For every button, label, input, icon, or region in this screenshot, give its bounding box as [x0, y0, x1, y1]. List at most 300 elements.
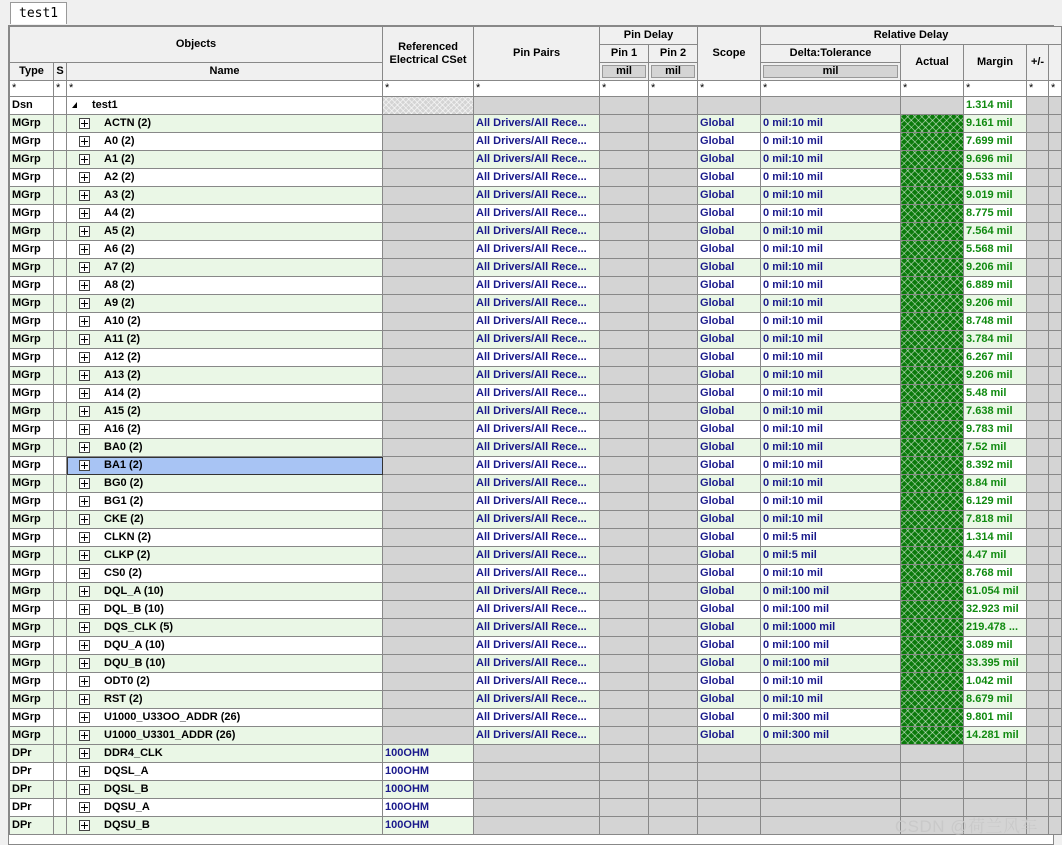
- s-cell[interactable]: [54, 565, 67, 583]
- cset-cell[interactable]: [383, 475, 474, 493]
- scope-cell[interactable]: Global: [698, 259, 761, 277]
- scope-cell[interactable]: Global: [698, 169, 761, 187]
- actual-cell[interactable]: [901, 169, 964, 187]
- name-cell[interactable]: [67, 241, 383, 259]
- s-cell[interactable]: [54, 709, 67, 727]
- actual-cell[interactable]: [901, 331, 964, 349]
- expand-icon[interactable]: [79, 514, 90, 525]
- s-cell[interactable]: [54, 781, 67, 799]
- s-cell[interactable]: [54, 637, 67, 655]
- delta-tolerance-cell[interactable]: 0 mil:300 mil: [761, 709, 901, 727]
- cset-cell[interactable]: [383, 205, 474, 223]
- name-cell[interactable]: [67, 781, 383, 799]
- delta-tolerance-cell[interactable]: 0 mil:10 mil: [761, 223, 901, 241]
- type-cell[interactable]: MGrp: [10, 115, 54, 133]
- cset-cell[interactable]: [383, 367, 474, 385]
- type-cell[interactable]: MGrp: [10, 403, 54, 421]
- scope-cell[interactable]: Global: [698, 547, 761, 565]
- delta-tolerance-cell[interactable]: 0 mil:100 mil: [761, 583, 901, 601]
- cset-cell[interactable]: 100OHM: [383, 763, 474, 781]
- name-cell[interactable]: [67, 475, 383, 493]
- name-cell[interactable]: [67, 547, 383, 565]
- expand-icon[interactable]: [79, 658, 90, 669]
- s-cell[interactable]: [54, 277, 67, 295]
- actual-cell[interactable]: [901, 205, 964, 223]
- delta-tolerance-cell[interactable]: 0 mil:10 mil: [761, 331, 901, 349]
- actual-cell[interactable]: [901, 457, 964, 475]
- actual-cell[interactable]: [901, 601, 964, 619]
- cset-cell[interactable]: [383, 565, 474, 583]
- name-cell[interactable]: [67, 133, 383, 151]
- name-cell[interactable]: [67, 511, 383, 529]
- table-row[interactable]: [10, 169, 1062, 187]
- margin-cell[interactable]: 1.042 mil: [964, 673, 1027, 691]
- s-cell[interactable]: [54, 133, 67, 151]
- table-row[interactable]: [10, 547, 1062, 565]
- type-cell[interactable]: MGrp: [10, 583, 54, 601]
- pin2-unit[interactable]: mil: [651, 65, 695, 78]
- expand-icon[interactable]: [79, 532, 90, 543]
- pin-pairs-cell[interactable]: All Drivers/All Rece...: [474, 655, 600, 673]
- name-cell[interactable]: [67, 331, 383, 349]
- name-cell[interactable]: [67, 673, 383, 691]
- type-cell[interactable]: MGrp: [10, 439, 54, 457]
- type-cell[interactable]: MGrp: [10, 655, 54, 673]
- expand-icon[interactable]: [79, 748, 90, 759]
- name-cell[interactable]: [67, 817, 383, 835]
- pin-pairs-cell[interactable]: All Drivers/All Rece...: [474, 457, 600, 475]
- margin-cell[interactable]: 9.783 mil: [964, 421, 1027, 439]
- scope-cell[interactable]: Global: [698, 331, 761, 349]
- s-cell[interactable]: [54, 619, 67, 637]
- type-cell[interactable]: MGrp: [10, 331, 54, 349]
- margin-cell[interactable]: 61.054 mil: [964, 583, 1027, 601]
- table-row[interactable]: [10, 259, 1062, 277]
- cset-cell[interactable]: [383, 421, 474, 439]
- name-header[interactable]: Name: [67, 63, 383, 81]
- delta-tolerance-cell[interactable]: 0 mil:10 mil: [761, 151, 901, 169]
- pin-pairs-cell[interactable]: All Drivers/All Rece...: [474, 187, 600, 205]
- pin-pairs-cell[interactable]: All Drivers/All Rece...: [474, 601, 600, 619]
- name-cell[interactable]: [67, 223, 383, 241]
- actual-cell[interactable]: [901, 133, 964, 151]
- pin-pairs-cell[interactable]: All Drivers/All Rece...: [474, 133, 600, 151]
- expand-icon[interactable]: [79, 766, 90, 777]
- delta-tolerance-cell[interactable]: 0 mil:10 mil: [761, 205, 901, 223]
- table-row[interactable]: [10, 637, 1062, 655]
- margin-cell[interactable]: 7.564 mil: [964, 223, 1027, 241]
- actual-cell[interactable]: [901, 277, 964, 295]
- actual-cell[interactable]: [901, 673, 964, 691]
- delta-tolerance-cell[interactable]: 0 mil:10 mil: [761, 565, 901, 583]
- actual-cell[interactable]: [901, 349, 964, 367]
- table-row[interactable]: [10, 421, 1062, 439]
- expand-icon[interactable]: [79, 460, 90, 471]
- type-cell[interactable]: MGrp: [10, 259, 54, 277]
- pin-pairs-cell[interactable]: All Drivers/All Rece...: [474, 115, 600, 133]
- actual-cell[interactable]: [901, 547, 964, 565]
- expand-icon[interactable]: [79, 568, 90, 579]
- name-cell[interactable]: [67, 655, 383, 673]
- s-cell[interactable]: [54, 493, 67, 511]
- scope-cell[interactable]: Global: [698, 385, 761, 403]
- s-cell[interactable]: [54, 475, 67, 493]
- table-row[interactable]: [10, 439, 1062, 457]
- table-row[interactable]: [10, 403, 1062, 421]
- delta-tolerance-cell[interactable]: 0 mil:100 mil: [761, 655, 901, 673]
- table-row[interactable]: [10, 745, 1062, 763]
- type-cell[interactable]: MGrp: [10, 529, 54, 547]
- cset-cell[interactable]: [383, 511, 474, 529]
- type-cell[interactable]: DPr: [10, 799, 54, 817]
- actual-cell[interactable]: [901, 439, 964, 457]
- table-row[interactable]: [10, 511, 1062, 529]
- s-cell[interactable]: [54, 583, 67, 601]
- cset-cell[interactable]: [383, 187, 474, 205]
- delta-tolerance-cell[interactable]: 0 mil:10 mil: [761, 691, 901, 709]
- filter-cell[interactable]: *: [474, 81, 600, 97]
- name-cell[interactable]: [67, 619, 383, 637]
- margin-cell[interactable]: 8.748 mil: [964, 313, 1027, 331]
- pin-pairs-cell[interactable]: All Drivers/All Rece...: [474, 259, 600, 277]
- name-cell[interactable]: [67, 205, 383, 223]
- type-cell[interactable]: MGrp: [10, 313, 54, 331]
- cset-cell[interactable]: [383, 313, 474, 331]
- actual-cell[interactable]: [901, 691, 964, 709]
- actual-cell[interactable]: [901, 295, 964, 313]
- name-cell[interactable]: [67, 583, 383, 601]
- table-row[interactable]: [10, 151, 1062, 169]
- margin-cell[interactable]: 9.206 mil: [964, 259, 1027, 277]
- filter-cell[interactable]: *: [67, 81, 383, 97]
- scope-cell[interactable]: Global: [698, 691, 761, 709]
- delta-tolerance-cell[interactable]: 0 mil:10 mil: [761, 133, 901, 151]
- delta-tolerance-cell[interactable]: 0 mil:5 mil: [761, 529, 901, 547]
- table-row[interactable]: [10, 385, 1062, 403]
- actual-cell[interactable]: [901, 115, 964, 133]
- table-row[interactable]: [10, 277, 1062, 295]
- pin-pairs-cell[interactable]: All Drivers/All Rece...: [474, 637, 600, 655]
- cset-cell[interactable]: [383, 259, 474, 277]
- s-cell[interactable]: [54, 727, 67, 745]
- delta-tolerance-cell[interactable]: 0 mil:10 mil: [761, 241, 901, 259]
- type-cell[interactable]: MGrp: [10, 691, 54, 709]
- pin-pairs-cell[interactable]: All Drivers/All Rece...: [474, 403, 600, 421]
- name-cell[interactable]: [67, 457, 383, 475]
- type-cell[interactable]: MGrp: [10, 601, 54, 619]
- scope-cell[interactable]: Global: [698, 115, 761, 133]
- pin-pairs-cell[interactable]: All Drivers/All Rece...: [474, 691, 600, 709]
- name-cell[interactable]: [67, 493, 383, 511]
- table-row[interactable]: [10, 673, 1062, 691]
- s-cell[interactable]: [54, 331, 67, 349]
- type-cell[interactable]: MGrp: [10, 385, 54, 403]
- pin-pairs-cell[interactable]: All Drivers/All Rece...: [474, 529, 600, 547]
- delta-unit[interactable]: mil: [763, 65, 898, 78]
- actual-cell[interactable]: [901, 367, 964, 385]
- delta-tolerance-cell[interactable]: 0 mil:10 mil: [761, 187, 901, 205]
- design-row[interactable]: [10, 97, 1062, 115]
- pin-pairs-cell[interactable]: All Drivers/All Rece...: [474, 151, 600, 169]
- cset-cell[interactable]: [383, 115, 474, 133]
- type-cell[interactable]: MGrp: [10, 205, 54, 223]
- type-cell[interactable]: MGrp: [10, 547, 54, 565]
- name-cell[interactable]: [67, 763, 383, 781]
- pin-pairs-cell[interactable]: All Drivers/All Rece...: [474, 709, 600, 727]
- pin-pairs-cell[interactable]: All Drivers/All Rece...: [474, 727, 600, 745]
- margin-cell[interactable]: 5.48 mil: [964, 385, 1027, 403]
- cset-cell[interactable]: [383, 457, 474, 475]
- pin-pairs-cell[interactable]: All Drivers/All Rece...: [474, 421, 600, 439]
- expand-icon[interactable]: [79, 118, 90, 129]
- scope-cell[interactable]: Global: [698, 439, 761, 457]
- filter-cell[interactable]: *: [1049, 81, 1062, 97]
- s-cell[interactable]: [54, 259, 67, 277]
- actual-cell[interactable]: [901, 529, 964, 547]
- pin-pairs-cell[interactable]: All Drivers/All Rece...: [474, 295, 600, 313]
- cset-cell[interactable]: [383, 547, 474, 565]
- type-cell[interactable]: MGrp: [10, 457, 54, 475]
- filter-cell[interactable]: *: [901, 81, 964, 97]
- pin-pairs-cell[interactable]: All Drivers/All Rece...: [474, 223, 600, 241]
- delta-tolerance-cell[interactable]: 0 mil:5 mil: [761, 547, 901, 565]
- expand-icon[interactable]: [79, 226, 90, 237]
- margin-cell[interactable]: 8.768 mil: [964, 565, 1027, 583]
- scope-cell[interactable]: Global: [698, 295, 761, 313]
- scope-cell[interactable]: Global: [698, 475, 761, 493]
- expand-icon[interactable]: [79, 730, 90, 741]
- actual-cell[interactable]: [901, 241, 964, 259]
- expand-icon[interactable]: [79, 136, 90, 147]
- type-cell[interactable]: MGrp: [10, 421, 54, 439]
- scope-cell[interactable]: Global: [698, 403, 761, 421]
- expand-icon[interactable]: [79, 316, 90, 327]
- margin-cell[interactable]: 5.568 mil: [964, 241, 1027, 259]
- pin-pairs-cell[interactable]: All Drivers/All Rece...: [474, 619, 600, 637]
- margin-cell[interactable]: 9.696 mil: [964, 151, 1027, 169]
- expand-icon[interactable]: [79, 604, 90, 615]
- expand-icon[interactable]: [79, 298, 90, 309]
- name-cell[interactable]: [67, 385, 383, 403]
- cset-cell[interactable]: [383, 295, 474, 313]
- actual-cell[interactable]: [901, 475, 964, 493]
- expand-icon[interactable]: [79, 352, 90, 363]
- scope-cell[interactable]: Global: [698, 421, 761, 439]
- s-cell[interactable]: [54, 241, 67, 259]
- cset-cell[interactable]: 100OHM: [383, 745, 474, 763]
- type-cell[interactable]: Dsn: [10, 97, 54, 115]
- collapse-triangle-icon[interactable]: [72, 102, 77, 108]
- type-cell[interactable]: MGrp: [10, 187, 54, 205]
- s-cell[interactable]: [54, 367, 67, 385]
- delta-tolerance-cell[interactable]: 0 mil:10 mil: [761, 403, 901, 421]
- s-cell[interactable]: [54, 655, 67, 673]
- scope-cell[interactable]: Global: [698, 313, 761, 331]
- actual-cell[interactable]: [901, 313, 964, 331]
- pin-pairs-cell[interactable]: All Drivers/All Rece...: [474, 583, 600, 601]
- s-cell[interactable]: [54, 799, 67, 817]
- margin-cell[interactable]: 9.801 mil: [964, 709, 1027, 727]
- expand-icon[interactable]: [79, 370, 90, 381]
- expand-icon[interactable]: [79, 406, 90, 417]
- s-cell[interactable]: [54, 403, 67, 421]
- cset-cell[interactable]: [383, 403, 474, 421]
- margin-cell[interactable]: 1.314 mil: [964, 97, 1027, 115]
- scope-cell[interactable]: Global: [698, 565, 761, 583]
- delta-tolerance-cell[interactable]: 0 mil:10 mil: [761, 313, 901, 331]
- actual-cell[interactable]: [901, 385, 964, 403]
- type-cell[interactable]: MGrp: [10, 169, 54, 187]
- cset-cell[interactable]: [383, 241, 474, 259]
- s-cell[interactable]: [54, 691, 67, 709]
- type-cell[interactable]: MGrp: [10, 493, 54, 511]
- name-cell[interactable]: [67, 691, 383, 709]
- margin-cell[interactable]: 3.784 mil: [964, 331, 1027, 349]
- pin-pairs-cell[interactable]: All Drivers/All Rece...: [474, 493, 600, 511]
- cset-cell[interactable]: [383, 151, 474, 169]
- table-row[interactable]: [10, 295, 1062, 313]
- cset-cell[interactable]: [383, 655, 474, 673]
- expand-icon[interactable]: [79, 280, 90, 291]
- table-row[interactable]: [10, 187, 1062, 205]
- expand-icon[interactable]: [79, 496, 90, 507]
- type-cell[interactable]: DPr: [10, 763, 54, 781]
- margin-cell[interactable]: 7.52 mil: [964, 439, 1027, 457]
- name-cell[interactable]: [67, 799, 383, 817]
- name-cell[interactable]: [67, 115, 383, 133]
- margin-cell[interactable]: 6.129 mil: [964, 493, 1027, 511]
- table-row[interactable]: [10, 115, 1062, 133]
- table-row[interactable]: [10, 205, 1062, 223]
- cset-cell[interactable]: [383, 133, 474, 151]
- table-row[interactable]: [10, 493, 1062, 511]
- delta-tolerance-cell[interactable]: 0 mil:300 mil: [761, 727, 901, 745]
- delta-tolerance-cell[interactable]: 0 mil:10 mil: [761, 367, 901, 385]
- table-row[interactable]: [10, 223, 1062, 241]
- name-cell[interactable]: [67, 403, 383, 421]
- scope-cell[interactable]: Global: [698, 709, 761, 727]
- expand-icon[interactable]: [79, 802, 90, 813]
- scope-cell[interactable]: Global: [698, 673, 761, 691]
- pin-pairs-cell[interactable]: All Drivers/All Rece...: [474, 241, 600, 259]
- scope-cell[interactable]: Global: [698, 637, 761, 655]
- filter-cell[interactable]: *: [761, 81, 901, 97]
- margin-cell[interactable]: 3.089 mil: [964, 637, 1027, 655]
- name-cell[interactable]: [67, 187, 383, 205]
- actual-cell[interactable]: [901, 619, 964, 637]
- expand-icon[interactable]: [79, 676, 90, 687]
- cset-cell[interactable]: [383, 493, 474, 511]
- expand-icon[interactable]: [79, 190, 90, 201]
- cset-cell[interactable]: [383, 349, 474, 367]
- scope-cell[interactable]: Global: [698, 349, 761, 367]
- delta-tolerance-cell[interactable]: 0 mil:10 mil: [761, 439, 901, 457]
- scope-cell[interactable]: Global: [698, 655, 761, 673]
- scope-cell[interactable]: Global: [698, 205, 761, 223]
- name-cell[interactable]: [67, 259, 383, 277]
- table-row[interactable]: [10, 781, 1062, 799]
- table-row[interactable]: [10, 529, 1062, 547]
- type-cell[interactable]: MGrp: [10, 727, 54, 745]
- type-cell[interactable]: MGrp: [10, 241, 54, 259]
- scope-cell[interactable]: Global: [698, 133, 761, 151]
- name-cell[interactable]: [67, 169, 383, 187]
- type-cell[interactable]: DPr: [10, 781, 54, 799]
- cset-cell[interactable]: [383, 529, 474, 547]
- type-cell[interactable]: MGrp: [10, 367, 54, 385]
- actual-cell[interactable]: [901, 259, 964, 277]
- pin-pairs-cell[interactable]: All Drivers/All Rece...: [474, 367, 600, 385]
- scope-cell[interactable]: Global: [698, 493, 761, 511]
- type-cell[interactable]: MGrp: [10, 619, 54, 637]
- s-cell[interactable]: [54, 187, 67, 205]
- s-cell[interactable]: [54, 439, 67, 457]
- cset-cell[interactable]: 100OHM: [383, 781, 474, 799]
- cset-cell[interactable]: [383, 169, 474, 187]
- pin-pairs-cell[interactable]: All Drivers/All Rece...: [474, 385, 600, 403]
- table-row[interactable]: [10, 133, 1062, 151]
- table-row[interactable]: [10, 691, 1062, 709]
- actual-cell[interactable]: [901, 709, 964, 727]
- pin-pairs-cell[interactable]: All Drivers/All Rece...: [474, 475, 600, 493]
- scope-cell[interactable]: Global: [698, 187, 761, 205]
- name-cell[interactable]: [67, 349, 383, 367]
- cset-cell[interactable]: [383, 277, 474, 295]
- name-cell[interactable]: [67, 421, 383, 439]
- delta-tolerance-cell[interactable]: 0 mil:10 mil: [761, 259, 901, 277]
- actual-cell[interactable]: [901, 583, 964, 601]
- cset-cell[interactable]: [383, 727, 474, 745]
- name-cell[interactable]: [67, 313, 383, 331]
- pin-pairs-cell[interactable]: All Drivers/All Rece...: [474, 331, 600, 349]
- expand-icon[interactable]: [79, 208, 90, 219]
- delta-tolerance-cell[interactable]: 0 mil:10 mil: [761, 511, 901, 529]
- cset-cell[interactable]: [383, 709, 474, 727]
- actual-cell[interactable]: [901, 565, 964, 583]
- expand-icon[interactable]: [79, 262, 90, 273]
- margin-cell[interactable]: 1.314 mil: [964, 529, 1027, 547]
- table-row[interactable]: [10, 367, 1062, 385]
- cset-cell[interactable]: [383, 637, 474, 655]
- expand-icon[interactable]: [79, 334, 90, 345]
- cset-cell[interactable]: [383, 385, 474, 403]
- expand-icon[interactable]: [79, 172, 90, 183]
- delta-tolerance-cell[interactable]: 0 mil:10 mil: [761, 673, 901, 691]
- s-cell[interactable]: [54, 223, 67, 241]
- delta-tolerance-cell[interactable]: 0 mil:10 mil: [761, 277, 901, 295]
- expand-icon[interactable]: [79, 640, 90, 651]
- type-cell[interactable]: MGrp: [10, 277, 54, 295]
- delta-tolerance-cell[interactable]: 0 mil:10 mil: [761, 349, 901, 367]
- table-row[interactable]: [10, 313, 1062, 331]
- scope-cell[interactable]: Global: [698, 583, 761, 601]
- filter-cell[interactable]: *: [649, 81, 698, 97]
- expand-icon[interactable]: [79, 784, 90, 795]
- table-row[interactable]: [10, 601, 1062, 619]
- scope-cell[interactable]: Global: [698, 511, 761, 529]
- expand-icon[interactable]: [79, 694, 90, 705]
- actual-cell[interactable]: [901, 511, 964, 529]
- s-cell[interactable]: [54, 313, 67, 331]
- s-cell[interactable]: [54, 673, 67, 691]
- scope-cell[interactable]: Global: [698, 223, 761, 241]
- margin-cell[interactable]: 7.699 mil: [964, 133, 1027, 151]
- margin-cell[interactable]: 6.267 mil: [964, 349, 1027, 367]
- filter-cell[interactable]: *: [964, 81, 1027, 97]
- margin-cell[interactable]: 7.638 mil: [964, 403, 1027, 421]
- cset-cell[interactable]: 100OHM: [383, 817, 474, 835]
- expand-icon[interactable]: [79, 550, 90, 561]
